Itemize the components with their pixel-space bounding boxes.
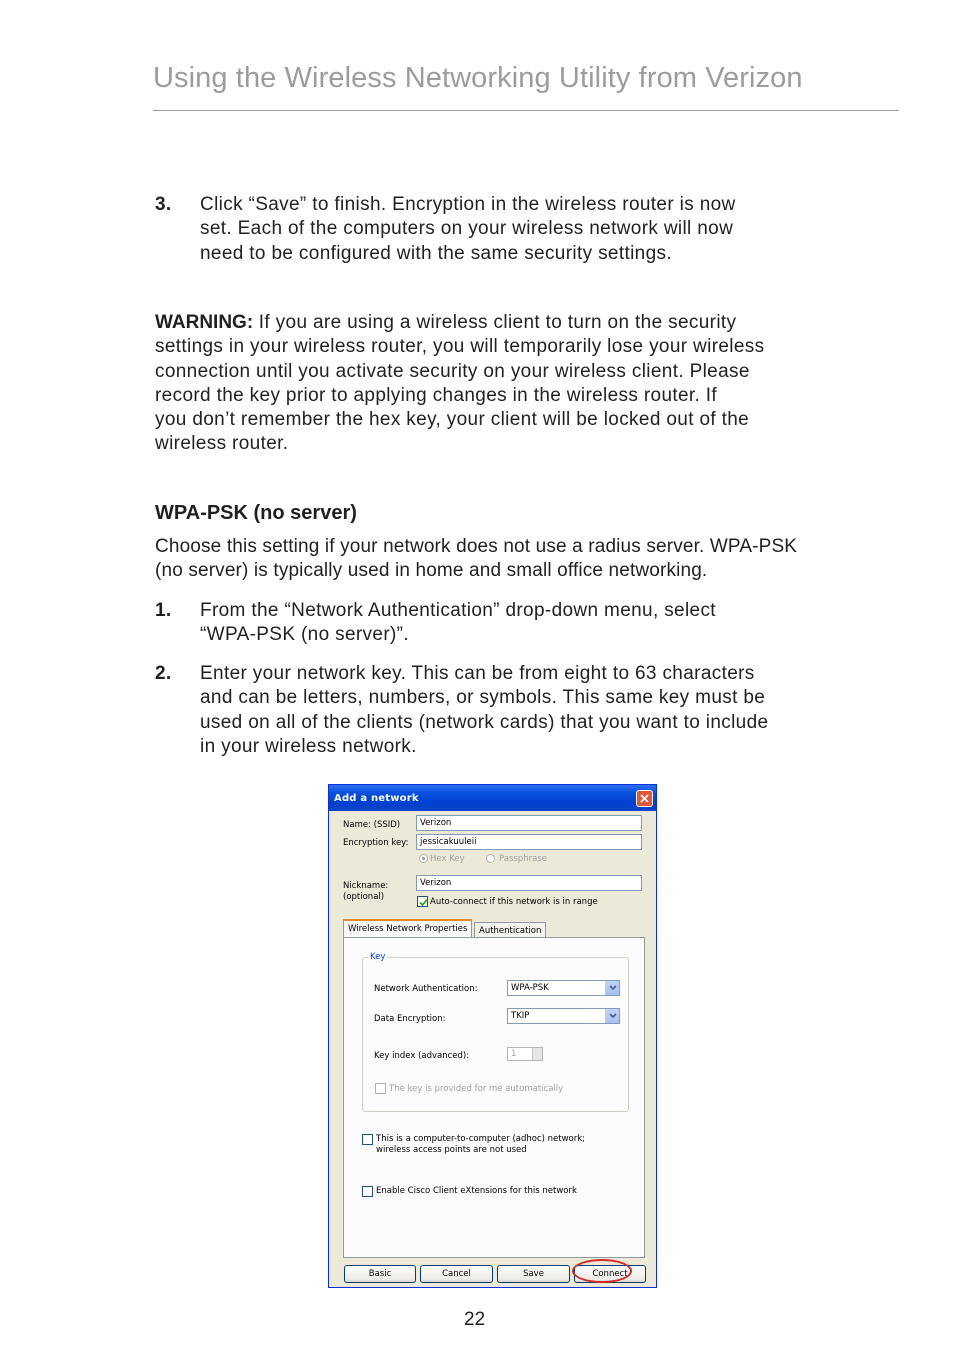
passphrase-label: Passphrase xyxy=(499,854,547,864)
data-encryption-value: TKIP xyxy=(511,1011,530,1021)
adhoc-label-line2: wireless access points are not used xyxy=(376,1145,527,1155)
network-authentication-value: WPA-PSK xyxy=(511,983,549,993)
step-text xyxy=(200,193,736,266)
step-line: set. Each of the computers on your wireless network will now xyxy=(200,218,734,240)
chevron-down-icon xyxy=(609,1013,617,1019)
step-line: used on all of the clients (network cards) that you want to include xyxy=(200,711,769,733)
close-button[interactable] xyxy=(636,790,653,807)
tab-authentication[interactable]: Authentication xyxy=(474,922,546,940)
warning-line: settings in your wireless router, you will temporarily lose your wireless xyxy=(155,336,765,358)
dialog-title: Add a network xyxy=(334,793,419,804)
step-line: Enter your network key. This can be from eight to 63 characters xyxy=(200,663,755,684)
data-encryption-select[interactable] xyxy=(507,1008,620,1024)
warning-line: record the key prior to applying changes in the wireless router. If xyxy=(155,384,718,406)
step-line: in your wireless network. xyxy=(200,735,417,757)
hex-key-radio[interactable] xyxy=(419,854,428,863)
dropdown-button[interactable] xyxy=(605,981,619,995)
warning-label: WARNING: xyxy=(155,312,254,333)
step-number: 3. xyxy=(155,194,172,215)
key-index-label: Key index (advanced): xyxy=(374,1051,470,1061)
warning-line: connection until you activate security on your wireless client. Please xyxy=(155,360,750,382)
step-line: Click “Save” to finish. Encryption in the wireless router is now xyxy=(200,194,736,215)
step-number: 1. xyxy=(155,600,172,621)
warning-line: you don’t remember the hex key, your client will be locked out of the xyxy=(155,409,750,431)
warning-line: wireless router. xyxy=(155,433,289,455)
autoconnect-label: Auto-connect if this network is in range xyxy=(430,897,598,907)
step-number: 2. xyxy=(155,663,172,684)
dialog-titlebar xyxy=(329,785,656,811)
basic-button[interactable]: Basic xyxy=(344,1265,416,1283)
autoconnect-checkbox[interactable] xyxy=(417,896,428,907)
passphrase-radio[interactable] xyxy=(486,854,495,863)
encryption-key-input[interactable]: jessicakuuleii xyxy=(416,834,642,850)
nickname-input[interactable]: Verizon xyxy=(416,875,642,891)
section-intro xyxy=(155,535,797,584)
step-line: need to be configured with the same security settings. xyxy=(200,242,672,264)
encryption-key-label: Encryption key: xyxy=(343,838,409,848)
key-index-stepper[interactable] xyxy=(507,1047,543,1061)
intro-line: Choose this setting if your network does not use a radius server. WPA-PSK xyxy=(155,536,798,557)
spin-buttons[interactable] xyxy=(532,1048,542,1060)
network-authentication-label: Network Authentication: xyxy=(374,984,478,994)
page-header-title: Using the Wireless Networking Utility from Verizon xyxy=(153,62,803,94)
step-line: “WPA-PSK (no server)”. xyxy=(200,624,409,646)
chevron-down-icon xyxy=(609,985,617,991)
header-rule xyxy=(153,110,899,111)
network-authentication-select[interactable] xyxy=(507,980,620,996)
auto-key-label: The key is provided for me automatically xyxy=(389,1084,564,1094)
name-label: Name: (SSID) xyxy=(343,820,401,830)
add-network-dialog xyxy=(328,784,657,1288)
close-icon xyxy=(640,794,649,803)
cancel-button[interactable]: Cancel xyxy=(420,1265,493,1283)
hex-key-label: Hex Key xyxy=(430,854,465,864)
step-line: and can be letters, numbers, or symbols. This same key must be xyxy=(200,687,766,709)
step-line: From the “Network Authentication” drop-down menu, select xyxy=(200,600,716,621)
properties-panel xyxy=(343,937,645,1258)
dropdown-button[interactable] xyxy=(605,1009,619,1023)
cisco-extensions-checkbox[interactable] xyxy=(362,1186,373,1197)
step-text xyxy=(200,599,716,648)
section-heading: WPA-PSK (no server) xyxy=(155,502,357,524)
page-number: 22 xyxy=(464,1309,486,1330)
auto-key-checkbox[interactable] xyxy=(375,1083,386,1094)
save-button[interactable]: Save xyxy=(497,1265,570,1283)
connect-highlight-ring xyxy=(572,1259,632,1283)
adhoc-checkbox[interactable] xyxy=(362,1134,373,1145)
warning-paragraph xyxy=(155,311,764,457)
checkmark-icon xyxy=(419,898,428,907)
nickname-optional-label: (optional) xyxy=(343,892,385,902)
ssid-input[interactable]: Verizon xyxy=(416,815,642,831)
cisco-extensions-label: Enable Cisco Client eXtensions for this network xyxy=(376,1186,577,1196)
data-encryption-label: Data Encryption: xyxy=(374,1014,446,1024)
key-index-value: 1 xyxy=(511,1049,517,1059)
step-text xyxy=(200,662,768,759)
nickname-label: Nickname: xyxy=(343,881,389,891)
key-group-title: Key xyxy=(370,952,386,962)
warning-line: If you are using a wireless client to turn on the security xyxy=(258,312,737,333)
intro-line: (no server) is typically used in home and small office networking. xyxy=(155,560,708,582)
connect-button[interactable]: Connect xyxy=(574,1265,646,1283)
adhoc-label-line1: This is a computer-to-computer (adhoc) network; xyxy=(376,1134,586,1144)
tab-wireless-network-properties[interactable]: Wireless Network Properties xyxy=(343,919,472,939)
